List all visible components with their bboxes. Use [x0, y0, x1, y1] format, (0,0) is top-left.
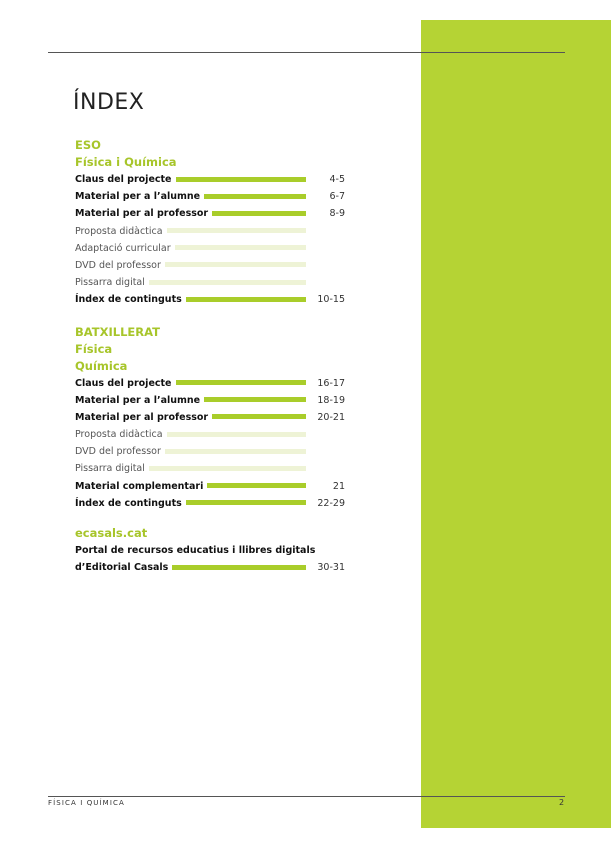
section-heading: ESO: [75, 138, 101, 152]
entry-label: Material per a l’alumne: [75, 394, 201, 406]
batxillerat-index-list: [75, 375, 345, 513]
entry-label: Proposta didàctica: [75, 225, 163, 237]
leader-bar: [204, 397, 306, 402]
index-entry[interactable]: [75, 205, 345, 222]
leader-bar: [176, 177, 306, 182]
entry-label: Material per al professor: [75, 208, 209, 220]
index-entry-text: [75, 542, 345, 559]
entry-label: Adaptació curricular: [75, 242, 171, 254]
leader-bar: [175, 245, 306, 250]
entry-page: 20-21: [317, 411, 345, 423]
leader-bar: [167, 228, 306, 233]
index-content: [75, 137, 345, 576]
entry-label: DVD del professor: [75, 446, 161, 458]
entry-label: Proposta didàctica: [75, 429, 163, 441]
section-heading: BATXILLERAT: [75, 324, 160, 339]
index-entry[interactable]: [75, 409, 345, 426]
entry-label: Material complementari: [75, 480, 204, 492]
footer-page-number: 2: [559, 798, 565, 807]
leader-bar: [186, 297, 306, 302]
index-entry[interactable]: [75, 291, 345, 308]
leader-bar: [149, 280, 306, 285]
leader-bar: [212, 211, 306, 216]
index-entry[interactable]: [75, 188, 345, 205]
bottom-rule: [48, 796, 565, 797]
leader-bar: [172, 565, 306, 570]
entry-label: Pissarra digital: [75, 463, 145, 475]
section-subheading: Física: [75, 341, 113, 356]
entry-label: Claus del projecte: [75, 174, 172, 185]
entry-label: Índex de continguts: [75, 497, 182, 509]
entry-page: 18-19: [317, 394, 345, 406]
entry-page: 21: [332, 480, 345, 492]
section-heading: ecasals.cat: [75, 526, 148, 540]
index-entry[interactable]: [75, 559, 345, 576]
entry-page: 10-15: [317, 294, 345, 306]
section-gap: [75, 309, 345, 324]
leader-bar: [165, 262, 306, 267]
leader-bar: [186, 500, 306, 505]
entry-page: 8-9: [329, 208, 345, 220]
leader-bar: [176, 380, 306, 385]
index-entry[interactable]: [75, 460, 345, 477]
leader-bar: [167, 432, 306, 437]
footer-title: FÍSICA I QUÍMICA: [48, 799, 125, 807]
index-entry[interactable]: [75, 375, 345, 392]
eso-index-list: [75, 171, 345, 309]
ecasals-section: [75, 525, 345, 576]
section-subheading: Química: [75, 358, 128, 373]
entry-page: 4-5: [329, 174, 345, 185]
section-gap: [75, 512, 345, 525]
index-entry[interactable]: [75, 392, 345, 409]
entry-page: 16-17: [317, 377, 345, 389]
entry-label: Material per al professor: [75, 411, 209, 423]
page-title: ÍNDEX: [73, 90, 145, 115]
leader-bar: [207, 483, 306, 488]
leader-bar: [212, 414, 306, 419]
index-entry[interactable]: [75, 478, 345, 495]
index-entry[interactable]: [75, 171, 345, 188]
section-subheading: Física i Química: [75, 155, 177, 169]
index-entry[interactable]: [75, 240, 345, 257]
entry-label: Índex de continguts: [75, 294, 182, 306]
top-rule: [48, 52, 565, 53]
index-entry[interactable]: [75, 257, 345, 274]
entry-label: d’Editorial Casals: [75, 562, 169, 574]
green-side-panel: [421, 20, 611, 828]
entry-label: Claus del projecte: [75, 377, 172, 389]
entry-page: 30-31: [317, 562, 345, 574]
index-entry[interactable]: [75, 274, 345, 291]
batxillerat-section: [75, 324, 345, 513]
eso-section: [75, 137, 345, 309]
entry-page: 6-7: [329, 191, 345, 203]
leader-bar: [149, 466, 306, 471]
entry-label: Material per a l’alumne: [75, 191, 201, 203]
entry-label: Pissarra digital: [75, 277, 145, 289]
leader-bar: [165, 449, 306, 454]
index-entry[interactable]: [75, 426, 345, 443]
index-entry[interactable]: [75, 495, 345, 512]
entry-label: DVD del professor: [75, 259, 161, 271]
leader-bar: [204, 194, 306, 199]
entry-page: 22-29: [317, 497, 345, 509]
entry-label: Portal de recursos educatius i llibres digitals: [75, 545, 316, 556]
index-entry[interactable]: [75, 223, 345, 240]
index-entry[interactable]: [75, 443, 345, 460]
